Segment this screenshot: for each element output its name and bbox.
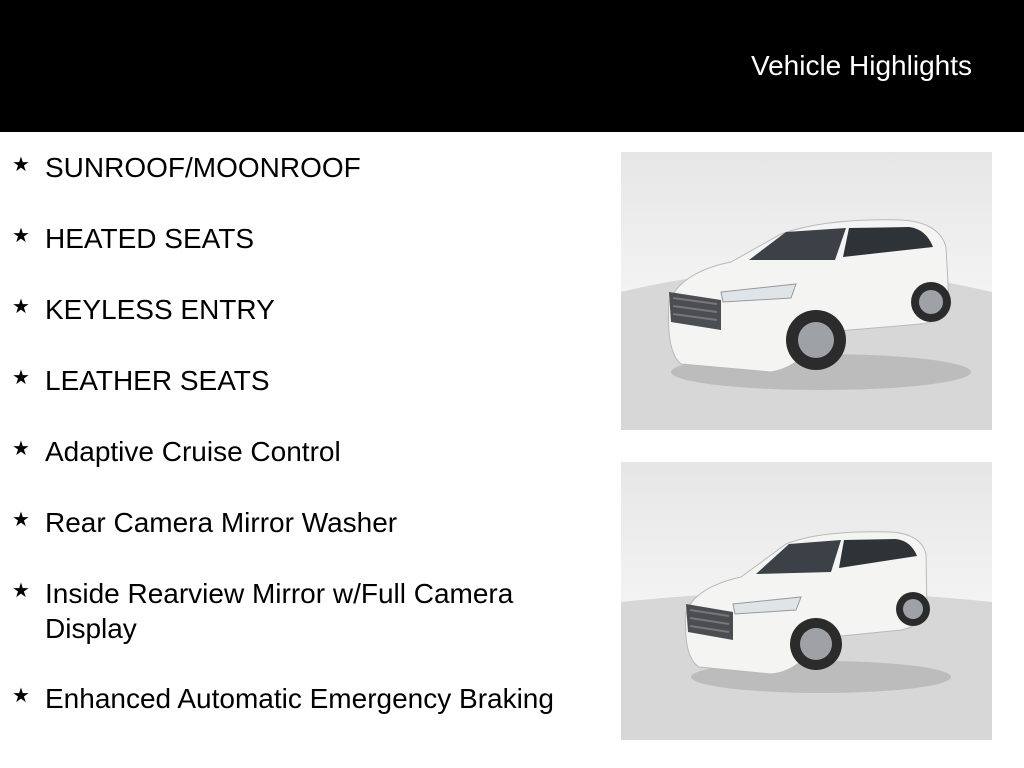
feature-item xyxy=(12,505,572,540)
vehicle-photo-front-angle-2 xyxy=(621,462,992,740)
star-icon: ★ xyxy=(12,225,30,247)
star-icon: ★ xyxy=(12,154,30,176)
feature-label: Rear Camera Mirror Washer xyxy=(45,507,398,538)
feature-label: Inside Rearview Mirror w/Full Camera Display xyxy=(45,578,514,644)
star-icon: ★ xyxy=(12,367,30,389)
star-icon: ★ xyxy=(12,438,30,460)
feature-item xyxy=(12,221,572,256)
feature-label: KEYLESS ENTRY xyxy=(45,294,275,325)
feature-label: LEATHER SEATS xyxy=(45,365,270,396)
vehicle-photo-front-angle xyxy=(621,152,992,430)
feature-label: Adaptive Cruise Control xyxy=(45,436,341,467)
page-title: Vehicle Highlights xyxy=(750,50,972,81)
feature-label: Enhanced Automatic Emergency Braking xyxy=(45,683,554,714)
star-icon: ★ xyxy=(12,296,30,318)
star-icon: ★ xyxy=(12,685,30,707)
header-bar xyxy=(0,0,1024,132)
feature-list xyxy=(12,150,572,751)
feature-item xyxy=(12,576,572,646)
feature-item xyxy=(12,681,572,716)
star-icon: ★ xyxy=(12,580,30,602)
feature-item xyxy=(12,150,572,185)
feature-label: HEATED SEATS xyxy=(45,223,255,254)
feature-item xyxy=(12,434,572,469)
feature-label: SUNROOF/MOONROOF xyxy=(45,152,361,183)
feature-item xyxy=(12,292,572,327)
feature-item xyxy=(12,363,572,398)
star-icon: ★ xyxy=(12,509,30,531)
